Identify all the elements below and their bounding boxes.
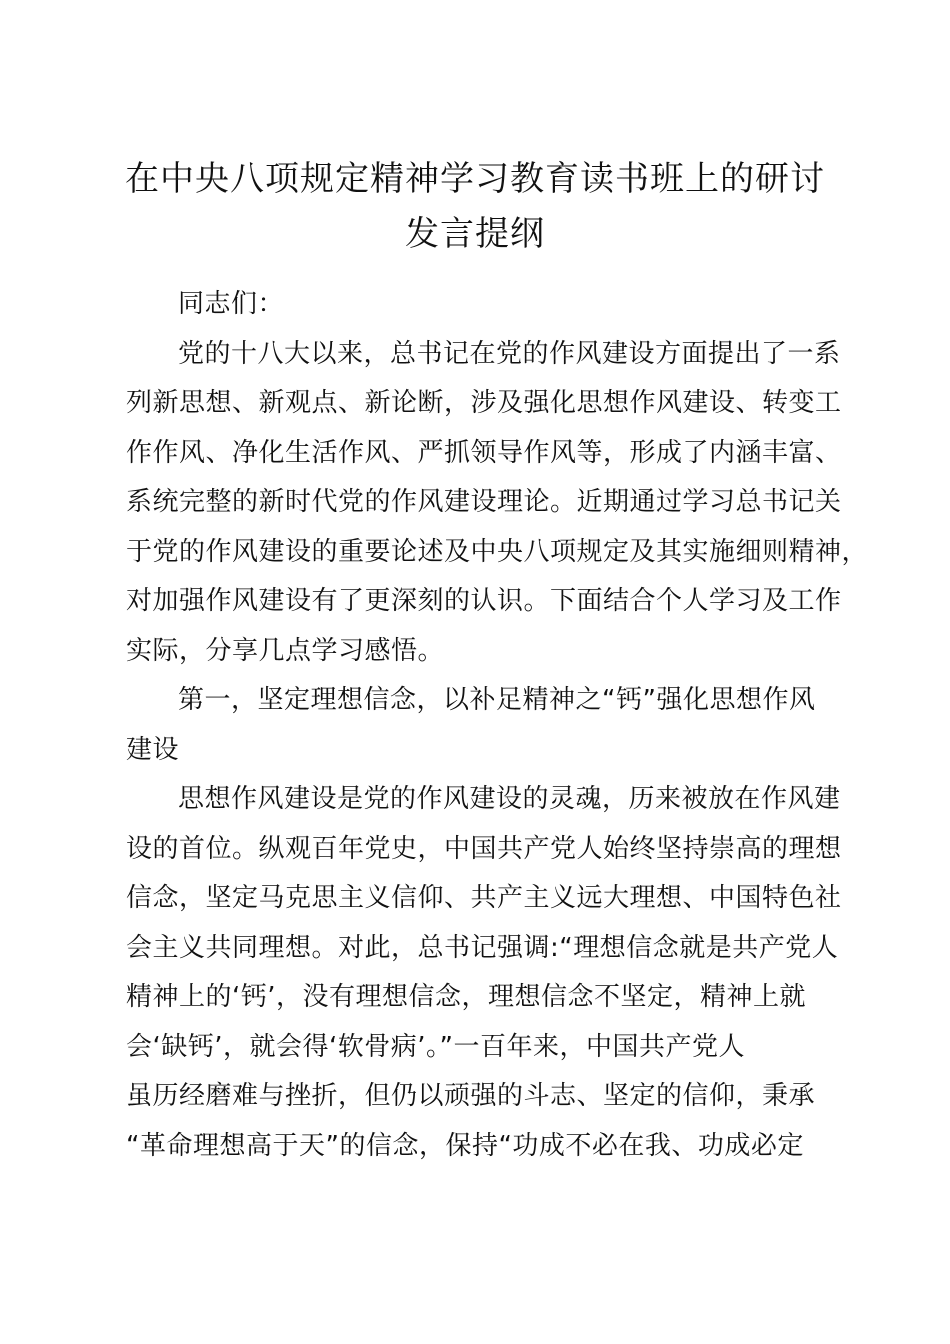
paragraph-section-1 [126,775,842,1171]
paragraph-line: 于党的作风建设的重要论述及中央八项规定及其实施细则精神， [126,536,869,567]
salutation [126,280,838,330]
paragraph-intro [126,330,869,677]
paragraph-line: 设的首位。纵观百年党史，中国共产党人始终坚持崇高的理想 [126,833,842,864]
paragraph-line: 列新思想、新观点、新论断，涉及强化思想作风建设、转变工 [126,388,842,418]
paragraph-line: “革命理想高于天”的信念，保持“功成不必在我、功成必定 [126,1130,804,1161]
paragraph-line: 作作风、净化生活作风、严抓领导作风等，形成了内涵丰富、 [126,437,842,468]
paragraph-line: 思想作风建设是党的作风建设的灵魂，历来被放在作风建 [178,784,841,814]
section-heading-1 [126,676,838,775]
paragraph-line: 虽历经磨难与挫折，但仍以顽强的斗志、坚定的信仰，秉承 [126,1081,816,1111]
title-line-2: 发言提纲 [405,214,545,254]
salutation-text: 同志们： [178,289,285,319]
paragraph-line: 信念，坚定马克思主义信仰、共产主义远大理想、中国特色社 [126,883,842,913]
heading-line: 第一，坚定理想信念，以补足精神之“钙”强化思想作风 [178,685,816,715]
paragraph-line: 会主义共同理想。对此，总书记强调:“理想信念就是共产党人 [126,932,839,963]
paragraph-line: 会‘缺钙’，就会得‘软骨病’。”一百年来，中国共产党人 [126,1031,746,1062]
heading-line: 建设 [126,734,180,765]
document-title [100,152,850,262]
title-line-1: 在中央八项规定精神学习教育读书班上的研讨 [125,159,825,199]
paragraph-line: 系统完整的新时代党的作风建设理论。近期通过学习总书记关 [126,487,842,517]
paragraph-line: 实际，分享几点学习感悟。 [126,635,445,666]
paragraph-line: 党的十八大以来，总书记在党的作风建设方面提出了一系 [178,338,841,369]
document-body [126,280,869,1171]
paragraph-line: 对加强作风建设有了更深刻的认识。下面结合个人学习及工作 [126,586,842,616]
paragraph-line: 精神上的‘钙’，没有理想信念，理想信念不坚定，精神上就 [126,982,807,1012]
